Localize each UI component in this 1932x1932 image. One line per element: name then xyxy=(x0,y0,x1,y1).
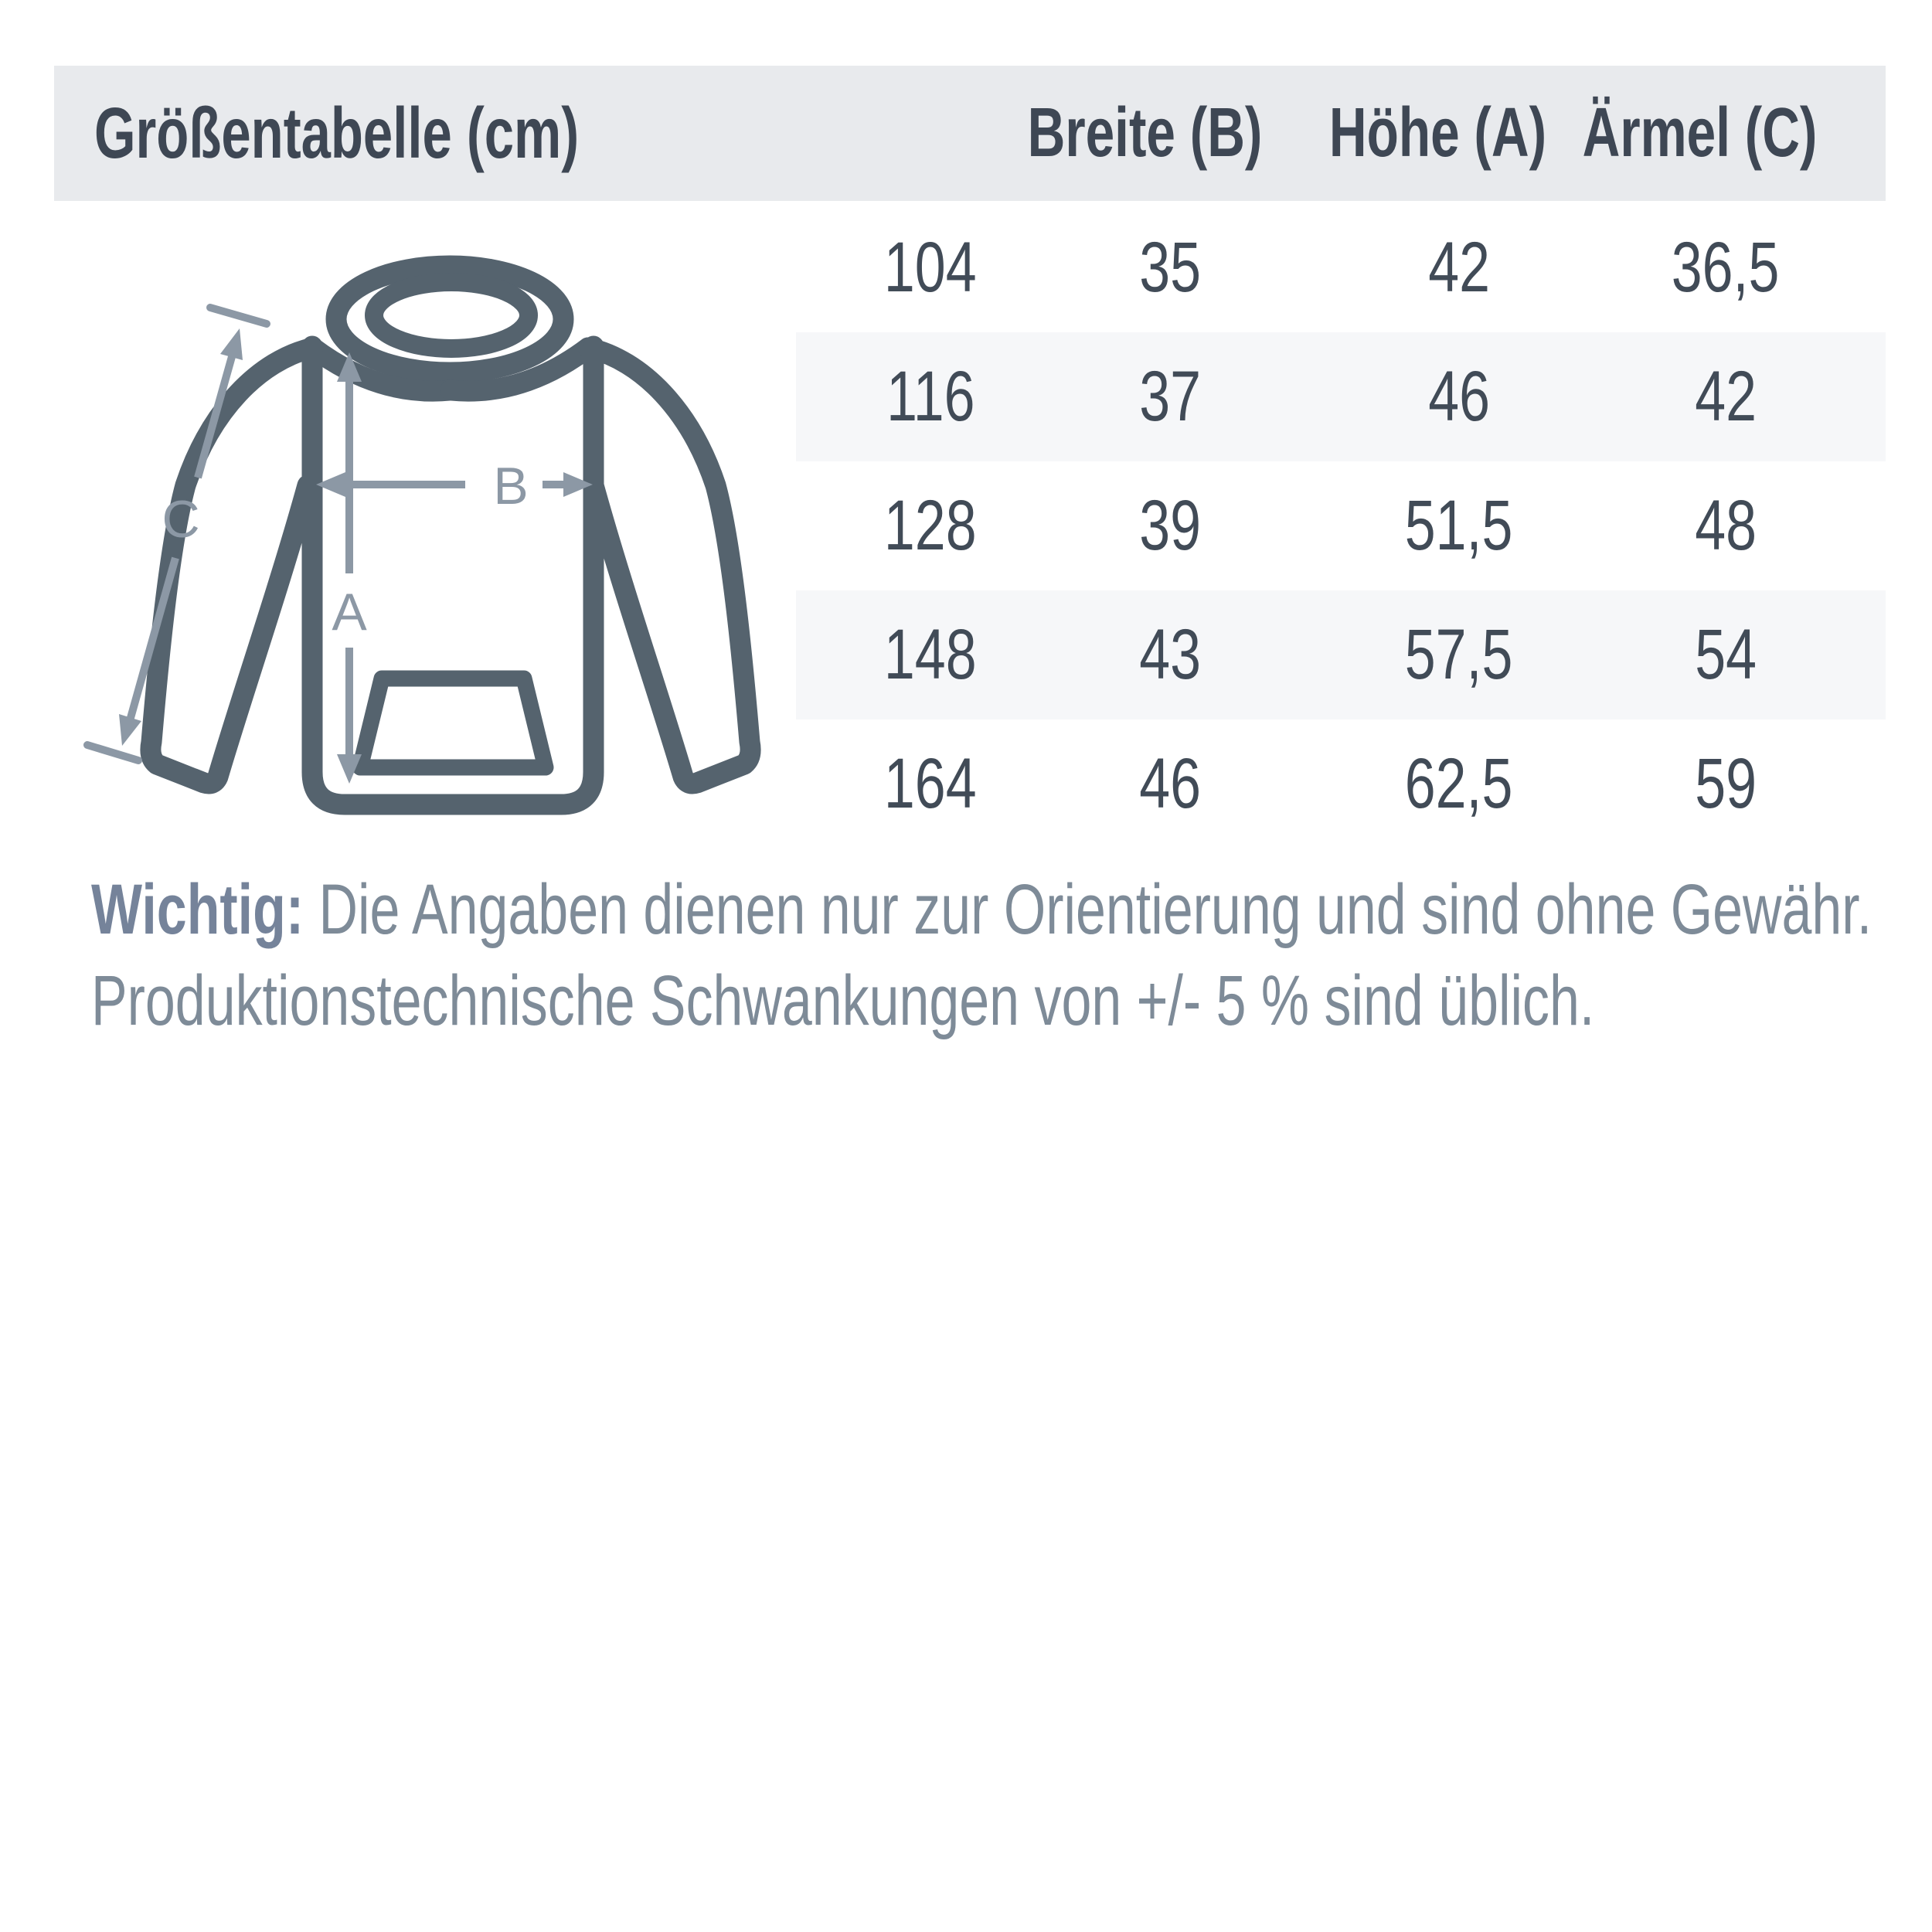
hoodie-size-diagram xyxy=(73,247,769,823)
cell-breite: 46 xyxy=(1139,744,1201,823)
note-line1: Die Angaben dienen nur zur Orientierung und sind ohne Gewähr. xyxy=(304,870,1872,949)
label-b: B xyxy=(493,457,529,515)
page-title: Größentabelle (cm) xyxy=(94,93,580,173)
column-header-breite: Breite (B) xyxy=(1028,94,1263,172)
note-line2: Produktionstechnische Schwankungen von +/- 5 % sind üblich. xyxy=(91,961,1595,1040)
cell-breite: 37 xyxy=(1139,357,1201,436)
label-a: A xyxy=(332,583,367,641)
cell-aermel: 42 xyxy=(1695,357,1757,436)
cell-aermel: 54 xyxy=(1695,615,1757,694)
measure-arrow-height xyxy=(332,352,367,784)
cell-aermel: 59 xyxy=(1695,744,1757,823)
cell-aermel: 48 xyxy=(1695,486,1757,565)
cell-aermel: 36,5 xyxy=(1672,228,1780,307)
cell-size: 148 xyxy=(884,615,977,694)
cell-size: 104 xyxy=(884,228,977,307)
cell-breite: 35 xyxy=(1139,228,1201,307)
cell-hoehe: 46 xyxy=(1428,357,1490,436)
measure-arrow-width xyxy=(316,457,593,515)
note-lead: Wichtig: xyxy=(91,870,304,949)
column-header-aermel: Ärmel (C) xyxy=(1583,94,1818,172)
cell-breite: 43 xyxy=(1139,615,1201,694)
cell-hoehe: 62,5 xyxy=(1405,744,1513,823)
cell-hoehe: 57,5 xyxy=(1405,615,1513,694)
cell-size: 164 xyxy=(884,744,977,823)
disclaimer-note xyxy=(91,864,1900,1046)
cell-breite: 39 xyxy=(1139,486,1201,565)
cell-size: 128 xyxy=(884,486,977,565)
cell-hoehe: 42 xyxy=(1428,228,1490,307)
column-header-hoehe: Höhe (A) xyxy=(1328,94,1546,172)
label-c: C xyxy=(162,490,200,549)
cell-hoehe: 51,5 xyxy=(1405,486,1513,565)
cell-size: 116 xyxy=(886,357,975,436)
